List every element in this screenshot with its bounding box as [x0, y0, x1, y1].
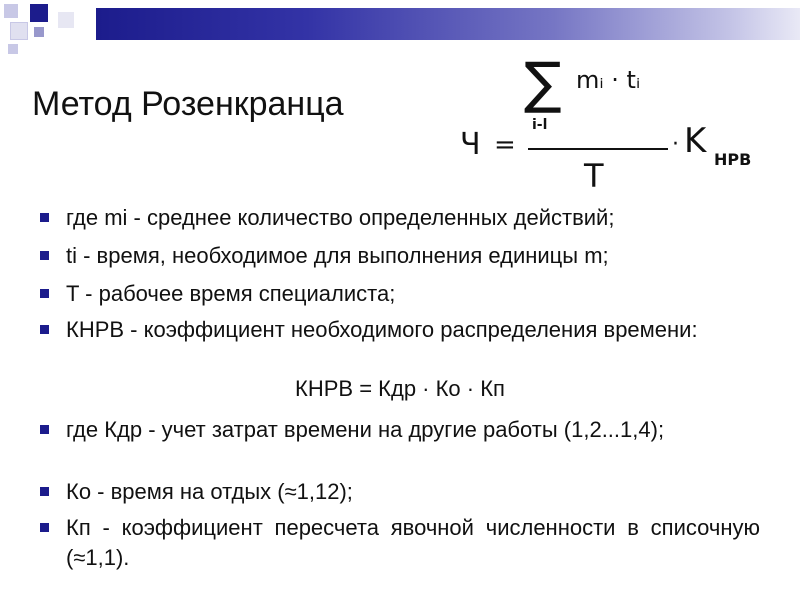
formula-sum-lower-limit: i-l	[532, 117, 548, 133]
bullet-square-icon	[40, 325, 49, 334]
bullet-item	[40, 415, 760, 445]
bullet-square-icon	[40, 251, 49, 260]
formula-multiply-dot: ·	[672, 132, 679, 157]
slide-title: Метод Розенкранца	[32, 85, 344, 123]
bullet-item	[40, 203, 760, 233]
bullet-item	[40, 279, 760, 309]
knrv-formula-line: КНРВ = Кдр · Ко · Кп	[295, 376, 505, 401]
formula-coefficient: K	[684, 121, 707, 161]
decorative-square	[34, 27, 44, 37]
bullet-square-icon	[40, 425, 49, 434]
bullet-text: где Кдр - учет затрат времени на другие работы (1,2...1,4);	[66, 417, 665, 442]
bullet-item	[40, 477, 760, 507]
formula-numerator: mᵢ · tᵢ	[576, 66, 641, 94]
header-gradient-bar	[96, 8, 800, 40]
decorative-square	[10, 22, 28, 40]
bullet-text: Ко - время на отдых (≈1,12);	[66, 479, 353, 504]
formula-coefficient-subscript: НРВ	[714, 150, 752, 169]
bullet-item	[40, 241, 760, 271]
decorative-square	[4, 4, 18, 18]
bullet-text: ti - время, необходимое для выполнения единицы m;	[66, 243, 609, 268]
bullet-text: где mi - среднее количество определенных действий;	[66, 205, 615, 230]
bullet-square-icon	[40, 213, 49, 222]
decorative-square	[58, 12, 74, 28]
bullet-text: T - рабочее время специалиста;	[66, 281, 396, 306]
formula-equals-sign: =	[494, 130, 516, 160]
bullet-item	[40, 513, 760, 573]
bullet-square-icon	[40, 487, 49, 496]
bullet-square-icon	[40, 523, 49, 532]
formula	[458, 52, 788, 202]
bullet-text: КНРВ - коэффициент необходимого распределения времени:	[66, 317, 698, 342]
formula-sigma-symbol: ∑	[524, 51, 562, 116]
bullet-item	[40, 315, 760, 345]
formula-denominator: T	[584, 157, 604, 195]
formula-fraction-bar	[528, 148, 668, 150]
decorative-square	[8, 44, 18, 54]
formula-lhs: Ч	[460, 127, 481, 162]
bullet-text: Кп - коэффициент пересчета явочной численности в списочную (≈1,1).	[66, 515, 760, 570]
bullet-square-icon	[40, 289, 49, 298]
decorative-square	[30, 4, 48, 22]
